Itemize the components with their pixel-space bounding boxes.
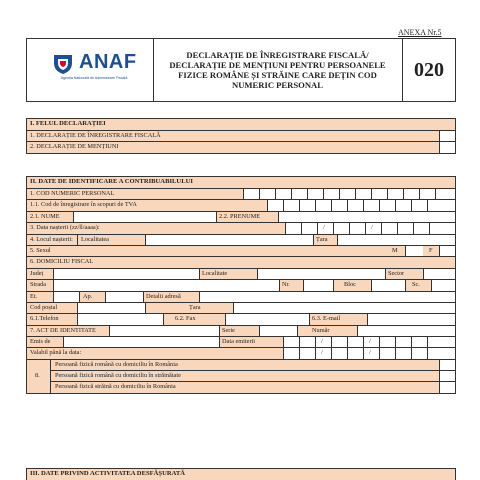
valid-day-digit[interactable] <box>283 348 299 358</box>
birth-day-digit[interactable] <box>285 223 301 233</box>
birth-day-digit[interactable] <box>301 223 317 233</box>
birthplace-country-field[interactable] <box>337 235 455 245</box>
residence-checkbox[interactable] <box>439 360 455 370</box>
tva-digit[interactable] <box>363 200 379 210</box>
issue-day-digit[interactable] <box>299 337 315 347</box>
cnp-digit[interactable] <box>339 189 355 199</box>
birthplace-locality-field[interactable] <box>145 235 313 245</box>
localitate-field[interactable] <box>257 269 385 279</box>
cnp-digit[interactable] <box>243 189 259 199</box>
date-separator <box>315 337 331 347</box>
section-activitate <box>26 468 456 480</box>
contact-row <box>27 314 455 325</box>
valid-year-digit[interactable] <box>427 348 455 358</box>
tva-digit[interactable] <box>395 200 411 210</box>
sex-f-label: F <box>429 246 433 254</box>
form-header <box>26 38 456 102</box>
issue-month-digit[interactable] <box>347 337 363 347</box>
localitate-label: Localitate <box>202 269 228 277</box>
apartment-row <box>27 292 455 303</box>
cnp-digit[interactable] <box>387 189 403 199</box>
sc-field[interactable] <box>431 280 455 290</box>
section-felul-declaratiei <box>26 118 456 154</box>
issued-row <box>27 337 455 348</box>
section-title <box>27 119 455 131</box>
sex-label: 5. Sexul <box>30 246 51 254</box>
issue-year-digit[interactable] <box>395 337 411 347</box>
cnp-digit[interactable] <box>403 189 419 199</box>
cnp-digit[interactable] <box>307 189 323 199</box>
sex-m-checkbox[interactable] <box>405 246 423 256</box>
fax-field[interactable] <box>225 314 309 324</box>
tara-label: Țara <box>316 235 328 243</box>
slash: / <box>323 224 325 232</box>
residence-option <box>51 382 455 393</box>
date-separator <box>315 348 331 358</box>
et-field[interactable] <box>53 292 79 302</box>
birthplace-row <box>27 235 455 246</box>
sc-label: Sc. <box>412 281 420 289</box>
issue-day-digit[interactable] <box>283 337 299 347</box>
valid-month-digit[interactable] <box>347 348 363 358</box>
issue-year-digit[interactable] <box>427 337 455 347</box>
slash: / <box>369 338 371 346</box>
nr-label: Nr. <box>282 281 290 289</box>
checkbox-inregistrare[interactable] <box>439 131 455 141</box>
residence-checkbox[interactable] <box>439 371 455 381</box>
sex-row <box>27 246 455 257</box>
valid-year-digit[interactable] <box>411 348 427 358</box>
valid-year-digit[interactable] <box>379 348 395 358</box>
tva-digit[interactable] <box>315 200 331 210</box>
telefon-label: 6.1.Telefon <box>30 315 59 323</box>
section2-title: II. DATE DE IDENTIFICARE A CONTRIBUABILULUI <box>30 178 193 185</box>
checkbox-mentiuni[interactable] <box>439 142 455 152</box>
birthdate-row <box>27 223 455 234</box>
residence-option-label: Persoană fizică străină cu domiciliu în România <box>55 382 176 390</box>
telefon-field[interactable] <box>77 314 163 324</box>
birth-year-digit[interactable] <box>397 223 413 233</box>
sector-field[interactable] <box>423 269 455 279</box>
tva-digit[interactable] <box>283 200 299 210</box>
domicile-title: 6. DOMICILIU FISCAL <box>30 258 94 266</box>
domicile-row <box>27 257 455 268</box>
tva-digit[interactable] <box>299 200 315 210</box>
section-date-identificare <box>26 176 456 394</box>
section3-title: III. DATE PRIVIND ACTIVITATEA DESFĂȘURATĂ <box>30 470 186 477</box>
slash: / <box>321 349 323 357</box>
cnp-digit[interactable] <box>435 189 455 199</box>
numar-label: Număr <box>312 326 330 334</box>
birth-year-digit[interactable] <box>381 223 397 233</box>
cnp-digit[interactable] <box>291 189 307 199</box>
birth-year-digit[interactable] <box>429 223 455 233</box>
cnp-digit[interactable] <box>419 189 435 199</box>
tva-label: 1.1. Cod de înregistrare în scopuri de TVA <box>30 201 137 209</box>
judet-label: Județ <box>30 269 44 277</box>
form-title: DECLARAȚIE DE ÎNREGISTRARE FISCALĂ/ DECLARAȚIE DE MENȚIUNI PENTRU PERSOANELE FIZICE ROMÂNE ȘI STRĂINE CARE DEȚIN COD NUMERIC PERSONAL <box>153 39 403 101</box>
serie-label: Serie <box>222 326 235 334</box>
section1-title: I. FELUL DECLARAȚIEI <box>30 120 106 127</box>
residence-checkbox[interactable] <box>439 382 455 393</box>
logo-wordmark: ANAF <box>79 51 137 73</box>
prenume-label: 2.2. PRENUME <box>219 212 261 220</box>
prenume-field[interactable] <box>278 212 455 222</box>
serie-field[interactable] <box>259 326 297 336</box>
emis-de-label: Emis de <box>30 338 51 346</box>
data-emiterii-label: Data emiterii <box>222 338 256 346</box>
judet-field[interactable] <box>53 269 199 279</box>
logo-subtitle: Agenția Națională de Administrare Fiscală <box>60 76 128 80</box>
strada-label: Strada <box>30 281 47 289</box>
cod-postal-field[interactable] <box>77 303 145 313</box>
tva-digit[interactable] <box>379 200 395 210</box>
emis-de-field[interactable] <box>63 337 219 347</box>
et-label: Et. <box>30 292 38 300</box>
residence-option <box>51 360 455 371</box>
fax-label: 6.2. Fax <box>175 315 196 323</box>
issue-year-digit[interactable] <box>379 337 395 347</box>
birth-month-digit[interactable] <box>349 223 365 233</box>
sex-f-checkbox[interactable] <box>439 246 455 256</box>
id-doc-row <box>27 326 455 337</box>
cnp-digit[interactable] <box>259 189 275 199</box>
date-separator <box>365 223 381 233</box>
valid-month-digit[interactable] <box>331 348 347 358</box>
sector-label: Sector <box>388 269 405 277</box>
form-code: 020 <box>414 58 444 81</box>
valid-year-digit[interactable] <box>395 348 411 358</box>
anaf-logo <box>27 39 154 101</box>
sex-m-label: M <box>392 246 398 254</box>
date-separator <box>317 223 333 233</box>
email-field[interactable] <box>367 314 455 324</box>
tva-digit[interactable] <box>411 200 427 210</box>
section-title <box>27 177 455 189</box>
nume-label: 2.1. NUME <box>30 212 60 220</box>
tva-digit[interactable] <box>267 200 283 210</box>
tva-digit[interactable] <box>331 200 347 210</box>
cnp-digit[interactable] <box>323 189 339 199</box>
anaf-emblem-icon <box>51 53 75 75</box>
detalii-label: Detalii adresă <box>146 292 181 300</box>
detalii-field[interactable] <box>199 292 455 302</box>
cnp-digit[interactable] <box>275 189 291 199</box>
cnp-label: 1. COD NUMERIC PERSONAL <box>30 190 115 197</box>
birth-month-digit[interactable] <box>333 223 349 233</box>
cnp-digit[interactable] <box>355 189 371 199</box>
annex-number: ANEXA Nr.5 <box>398 28 442 37</box>
issue-month-digit[interactable] <box>331 337 347 347</box>
option-label: 1. DECLARAȚIE DE ÎNREGISTRARE FISCALĂ <box>30 132 161 139</box>
option-row <box>27 131 455 142</box>
ap-field[interactable] <box>105 292 143 302</box>
nume-field[interactable] <box>73 212 216 222</box>
birth-year-digit[interactable] <box>413 223 429 233</box>
option-label: 2. DECLARAȚIE DE MENȚIUNI <box>30 143 119 151</box>
localitatea-label: Localitatea <box>81 235 109 243</box>
date-separator <box>363 348 379 358</box>
cnp-row <box>27 189 455 200</box>
slash: / <box>369 349 371 357</box>
option-row <box>27 142 455 152</box>
email-label: 6.3. E-mail <box>312 315 341 323</box>
tva-digit[interactable] <box>347 200 363 210</box>
county-row <box>27 269 455 280</box>
birthdate-label: 3. Data nașterii (zz/ll/aaaa): <box>30 224 100 232</box>
valid-row <box>27 348 455 359</box>
nr-field[interactable] <box>303 280 333 290</box>
residence-option <box>51 371 455 382</box>
act-label: 7. ACT DE IDENTITATE <box>30 326 96 334</box>
ap-label: Ap. <box>83 292 93 300</box>
birthplace-label: 4. Locul nașterii: <box>30 235 73 243</box>
tva-digit[interactable] <box>427 200 455 210</box>
item8-label: 8. <box>35 371 40 379</box>
cod-postal-label: Cod poștal <box>30 303 58 311</box>
street-row <box>27 280 455 291</box>
residence-option-label: Persoană fizică română cu domiciliu în România <box>55 360 178 368</box>
cnp-digit[interactable] <box>371 189 387 199</box>
residence-type-block <box>27 360 455 393</box>
slash: / <box>371 224 373 232</box>
numar-field[interactable] <box>357 326 455 336</box>
tara-field[interactable] <box>233 303 455 313</box>
valabil-label: Valabil până la data: <box>30 349 82 357</box>
name-row <box>27 212 455 223</box>
postal-row <box>27 303 455 314</box>
strada-field[interactable] <box>53 280 279 290</box>
issue-year-digit[interactable] <box>411 337 427 347</box>
bloc-field[interactable] <box>371 280 405 290</box>
act-type-field[interactable] <box>109 326 219 336</box>
residence-option-label: Persoană fizică română cu domiciliu în străinătate <box>55 371 181 379</box>
tara-label: Țara <box>189 303 201 311</box>
slash: / <box>321 338 323 346</box>
section-title <box>27 469 455 480</box>
valid-day-digit[interactable] <box>299 348 315 358</box>
bloc-label: Bloc <box>344 281 356 289</box>
tva-row <box>27 200 455 211</box>
date-separator <box>363 337 379 347</box>
